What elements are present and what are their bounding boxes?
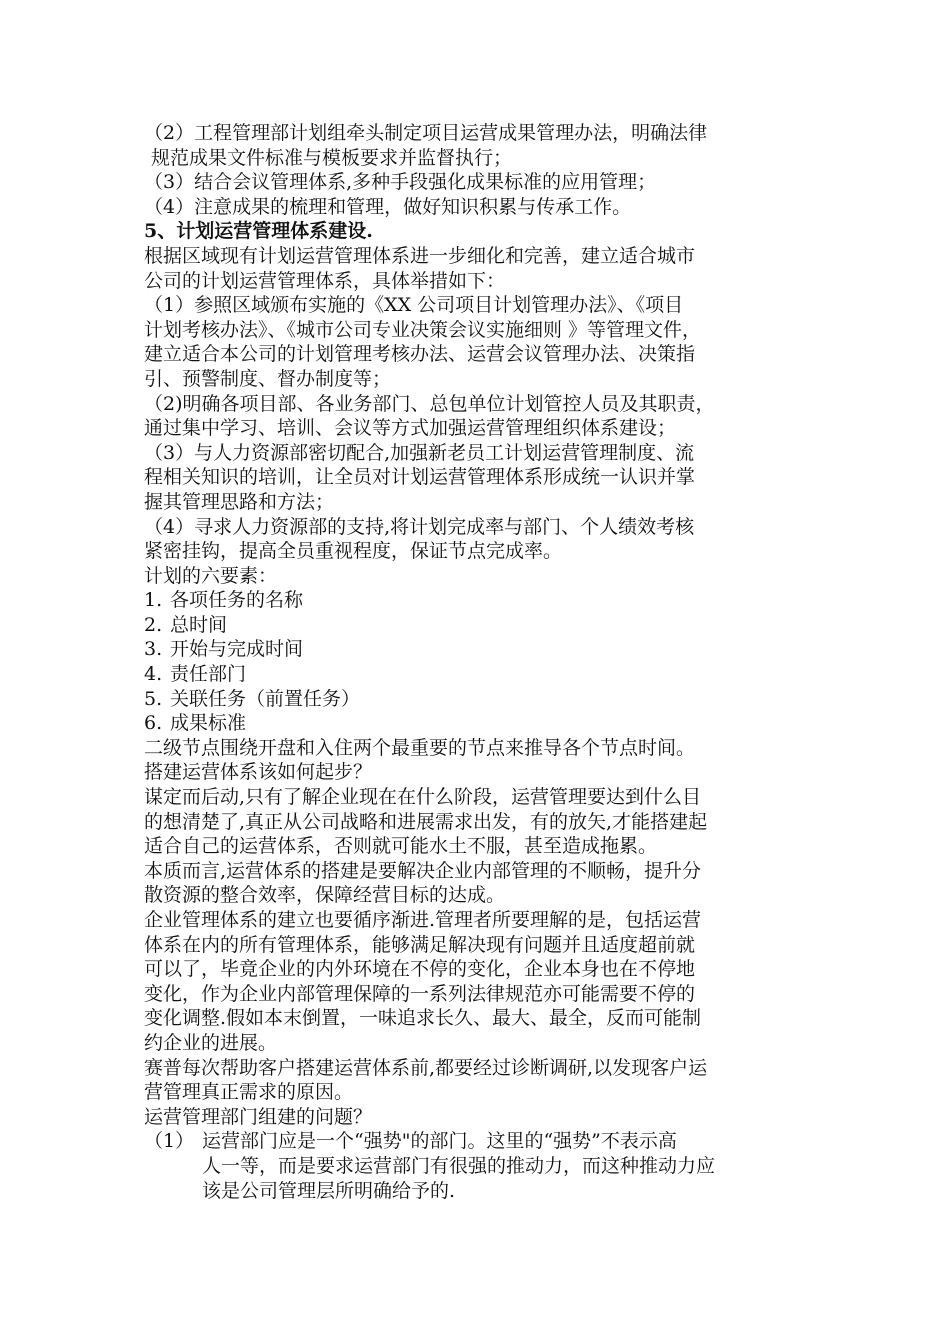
document-body (144, 121, 814, 1203)
paragraph-line: 该是公司管理层所明确给予的. (202, 1179, 456, 1202)
list-item (144, 588, 814, 613)
paragraph-line: 本质而言,运营体系的搭建是要解决企业内部管理的不顺畅，提升分 (144, 859, 702, 882)
paragraph-line: （4）寻求人力资源部的支持,将计划完成率与部门、个人绩效考核 (144, 515, 695, 538)
paragraph-line: 握其管理思路和方法； (144, 490, 335, 513)
paragraph-line: 计划的六要素： (144, 564, 278, 587)
paragraph-line: （1）参照区域颁布实施的《XX 公司项目计划管理办法》、《项目 (144, 294, 684, 317)
list-item (144, 711, 814, 736)
paragraph-line: 谋定而后动,只有了解企业现在在什么阶段，运营管理要达到什么目 (144, 786, 702, 809)
numbered-list (144, 588, 814, 736)
list-number: 5. (144, 687, 163, 710)
paragraph-line: 公司的计划运营管理体系，具体举措如下： (144, 269, 506, 292)
paragraph-line: 营管理真正需求的原因。 (144, 1081, 354, 1104)
paragraph-line: （3）结合会议管理体系,多种手段强化成果标准的应用管理； (144, 171, 657, 194)
list-item-text: 开始与完成时间 (170, 638, 304, 661)
list-item-text: 成果标准 (170, 712, 247, 735)
paragraph-line: 计划考核办法》、《城市公司专业决策会议实施细则 》等管理文件， (144, 318, 702, 341)
paragraph-line: 规范成果文件标准与模板要求并监督执行； (151, 146, 513, 169)
paragraph-line: 体系在内的所有管理体系，能够满足解决现有问题并且适度超前就 (144, 933, 696, 956)
paragraph-line: 散资源的整合效率，保障经营目标的达成。 (144, 884, 506, 907)
paragraph-line: 建立适合本公司的计划管理考核办法、运营会议管理办法、决策指 (144, 343, 696, 366)
paragraph-line: 可以了，毕竟企业的内外环境在不停的变化，企业本身也在不停地 (144, 958, 696, 981)
list-item (144, 662, 814, 687)
hanging-list-item (144, 1129, 814, 1203)
paragraph-line: 运营管理部门组建的问题？ (144, 1105, 373, 1128)
list-item-text: 运营部门应是一个“强势"的部门。这里的“强势”不表示高 (202, 1130, 677, 1153)
paragraph-line (144, 1129, 814, 1154)
paragraph-line: （3）与人力资源部密切配合,加强新老员工计划运营管理制度、流 (144, 441, 695, 464)
paragraph-line: 引、预警制度、督办制度等； (144, 367, 392, 390)
paragraph-line: 二级节点围绕开盘和入住两个最重要的节点来推导各个节点时间。 (144, 736, 696, 759)
paragraph-line: 适合自己的运营体系，否则就可能水土不服，甚至造成拖累。 (144, 835, 658, 858)
paragraph-line: 变化调整.假如本末倒置，一味追求长久、最大、最全，反而可能制 (144, 1007, 702, 1030)
paragraph-line: 赛普每次帮助客户搭建运营体系前,都要经过诊断调研,以发现客户运 (144, 1056, 708, 1079)
list-item-text: 关联任务（前置任务） (170, 687, 361, 710)
paragraph-line: （2)明确各项目部、各业务部门、总包单位计划管控人员及其职责， (144, 392, 715, 415)
list-number: （1） (144, 1130, 195, 1153)
list-number: 3. (144, 638, 163, 661)
list-number: 1. (144, 589, 163, 612)
list-item (144, 687, 814, 712)
paragraph-line: 的想清楚了,真正从公司战略和进展需求出发，有的放矢,才能搭建起 (144, 810, 708, 833)
paragraph-line: 紧密挂钩，提高全员重视程度，保证节点完成率。 (144, 540, 563, 563)
list-number: 6. (144, 712, 163, 735)
paragraph-line: 程相关知识的培训，让全员对计划运营管理体系形成统一认识并掌 (144, 466, 696, 489)
paragraph-line: 约企业的进展。 (144, 1031, 278, 1054)
list-item-text: 责任部门 (170, 663, 247, 686)
paragraph-line: 根据区域现有计划运营管理体系进一步细化和完善，建立适合城市 (144, 244, 696, 267)
paragraph-line: （2）工程管理部计划组牵头制定项目运营成果管理办法，明确法律 (144, 122, 708, 144)
paragraph-line: 企业管理体系的建立也要循序渐进.管理者所要理解的是，包括运营 (144, 909, 702, 931)
list-item (144, 613, 814, 638)
list-item (144, 637, 814, 662)
paragraph-line: 变化，作为企业内部管理保障的一系列法律规范亦可能需要不停的 (144, 982, 696, 1005)
section-heading: 5、计划运营管理体系建设. (144, 220, 373, 243)
paragraph-line: 通过集中学习、培训、会议等方式加强运营管理组织体系建设； (144, 417, 677, 440)
paragraph-line: 人一等，而是要求运营部门有很强的推动力，而这种推动力应 (202, 1154, 716, 1177)
list-number: 4. (144, 663, 163, 686)
list-item-text: 各项任务的名称 (170, 589, 304, 612)
paragraph-line: 搭建运营体系该如何起步？ (144, 761, 373, 784)
list-number: 2. (144, 613, 163, 636)
list-item-text: 总时间 (170, 613, 228, 636)
paragraph-line: （4）注意成果的梳理和管理，做好知识积累与传承工作。 (144, 195, 632, 218)
